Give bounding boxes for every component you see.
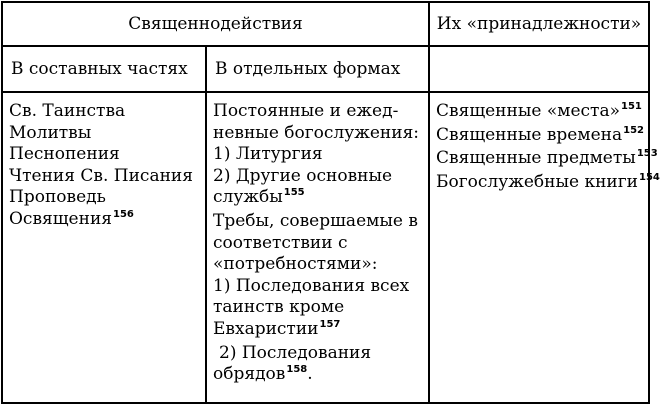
subheader-forms-text: В отдельных формах (215, 59, 401, 79)
content-row (2, 92, 649, 403)
item-text: Песнопения (9, 144, 120, 165)
col-belongings (429, 92, 660, 403)
subheader-parts-text: В составных частях (11, 59, 188, 79)
list-item (213, 166, 424, 188)
item-text: Богослужебные книги (436, 171, 638, 192)
item-text: соответствии с (213, 232, 348, 253)
header-rites-text: Священнодействия (128, 14, 303, 34)
footnote-ref: 155 (283, 187, 305, 199)
item-text: Молитвы (9, 122, 92, 143)
item-text: Освящения (9, 208, 113, 229)
item-text: Священные времена (436, 124, 623, 145)
header-row (2, 2, 649, 46)
list-item (213, 276, 424, 298)
list-item (9, 123, 201, 145)
footnote-ref: 156 (113, 208, 134, 220)
subheader-row (2, 46, 649, 92)
item-text: обрядов (213, 364, 286, 385)
header-belongings (429, 2, 649, 46)
footnote-ref: 157 (319, 318, 341, 330)
footnote-ref: 158 (286, 364, 308, 376)
item-text: 1) Литургия (213, 144, 323, 165)
list-item (213, 101, 424, 123)
item-text: Чтения Св. Писания (9, 165, 193, 186)
item-text: Священные предметы (436, 148, 636, 169)
header-belongings-text: Их «принадлежности» (436, 14, 642, 34)
col-forms-list (213, 101, 424, 388)
list-item (436, 125, 644, 149)
list-item (213, 144, 424, 166)
list-item (213, 211, 424, 233)
list-item (213, 343, 424, 365)
col-parts (2, 92, 206, 403)
item-text: Св. Таинства (9, 101, 126, 121)
footnote-ref: 152 (623, 124, 644, 136)
subheader-parts (2, 46, 206, 92)
rites-table (1, 1, 660, 404)
list-item (9, 209, 201, 233)
item-text: невные богослужения: (213, 122, 420, 143)
item-text: службы (213, 187, 283, 208)
footnote-ref: 151 (621, 101, 642, 112)
item-text: Требы, совершаемые в (213, 210, 418, 231)
header-rites (2, 2, 429, 46)
footnote-ref: 153 (636, 148, 658, 160)
col-belongings-list (436, 101, 660, 195)
col-forms (206, 92, 429, 403)
item-text: Евхаристии (213, 318, 319, 339)
list-item (436, 171, 660, 196)
list-item (213, 319, 424, 343)
list-item (9, 144, 201, 166)
footnote-ref: 154 (639, 171, 660, 183)
list-item (213, 297, 424, 319)
list-item (436, 148, 658, 172)
subheader-empty (429, 46, 649, 92)
item-text: «потребностями»: (213, 254, 378, 275)
list-item (9, 166, 201, 188)
item-text: Проповедь (9, 187, 106, 208)
list-item (213, 233, 424, 255)
list-item (213, 123, 424, 145)
item-text: Священные «места» (436, 101, 620, 121)
list-item (9, 101, 201, 123)
list-item (213, 364, 424, 388)
item-text: 1) Последования всех (213, 275, 410, 296)
subheader-forms (206, 46, 429, 92)
list-item (9, 187, 201, 209)
item-text: Постоянные и ежед- (213, 101, 399, 121)
col-parts-list (9, 101, 201, 233)
list-item (436, 101, 644, 125)
item-text: таинств кроме (213, 297, 345, 318)
item-text: 2) Последования (219, 342, 372, 363)
item-text: 2) Другие основные (213, 165, 393, 186)
list-item (213, 187, 424, 211)
item-trailing: . (307, 364, 313, 385)
list-item (213, 254, 424, 276)
